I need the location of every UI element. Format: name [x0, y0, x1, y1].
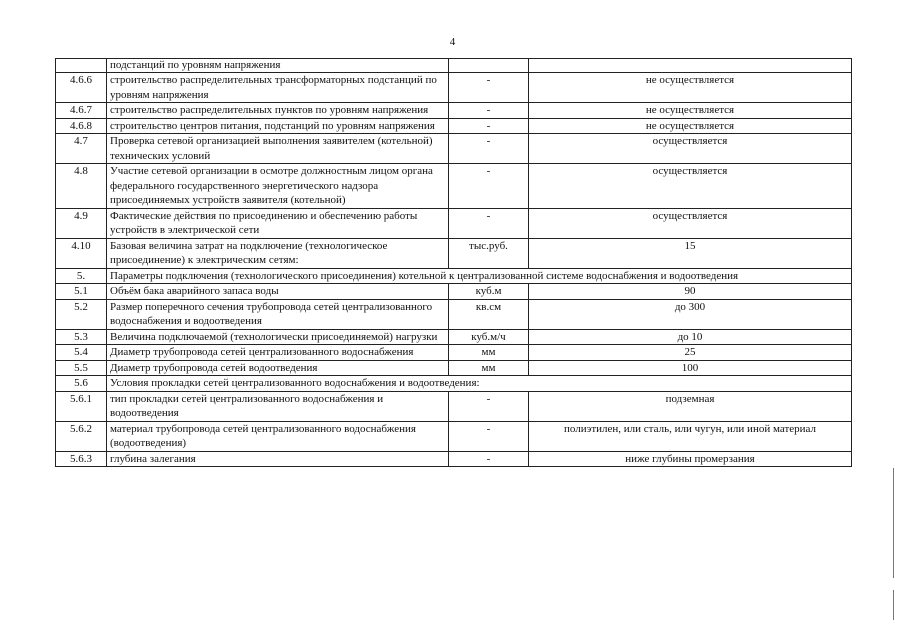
row-unit: - [449, 391, 529, 421]
row-unit: кв.см [449, 299, 529, 329]
row-number: 5.6 [56, 376, 107, 392]
row-unit: - [449, 73, 529, 103]
table-row [56, 118, 852, 134]
row-unit: - [449, 134, 529, 164]
row-number [56, 59, 107, 73]
table-row [56, 299, 852, 329]
table-row [56, 268, 852, 284]
table-row [56, 59, 852, 73]
row-value: осуществляется [529, 134, 852, 164]
row-number: 5.2 [56, 299, 107, 329]
row-value: до 10 [529, 329, 852, 345]
row-unit: - [449, 451, 529, 467]
page-number: 4 [449, 36, 456, 48]
row-value: полиэтилен, или сталь, или чугун, или иной материал [529, 421, 852, 451]
table-row [56, 208, 852, 238]
row-description: материал трубопровода сетей централизованного водоснабжения (водоотведения) [107, 421, 449, 451]
row-number: 5.6.2 [56, 421, 107, 451]
row-description: тип прокладки сетей централизованного водоснабжения и водоотведения [107, 391, 449, 421]
row-value: 90 [529, 284, 852, 300]
row-description: Объём бака аварийного запаса воды [107, 284, 449, 300]
row-value: не осуществляется [529, 103, 852, 119]
row-description: Диаметр трубопровода сетей водоотведения [107, 360, 449, 376]
row-number: 5.6.1 [56, 391, 107, 421]
row-value: не осуществляется [529, 73, 852, 103]
row-value: не осуществляется [529, 118, 852, 134]
table-row [56, 238, 852, 268]
row-description: глубина залегания [107, 451, 449, 467]
row-value: 25 [529, 345, 852, 361]
row-unit: куб.м [449, 284, 529, 300]
row-number: 5. [56, 268, 107, 284]
row-number: 4.6.6 [56, 73, 107, 103]
section-heading: Параметры подключения (технологического присоединения) котельной к централизованной системе водоснабжения и водоотведения [107, 268, 852, 284]
row-description: Диаметр трубопровода сетей централизованного водоснабжения [107, 345, 449, 361]
table-row [56, 360, 852, 376]
row-unit: - [449, 164, 529, 209]
table-row [56, 284, 852, 300]
row-number: 5.3 [56, 329, 107, 345]
row-description: Фактические действия по присоединению и обеспечению работы устройств в электрической сети [107, 208, 449, 238]
row-number: 5.1 [56, 284, 107, 300]
row-value: 100 [529, 360, 852, 376]
row-description: подстанций по уровням напряжения [107, 59, 449, 73]
row-description: Размер поперечного сечения трубопровода сетей централизованного водоснабжения и водоотведения [107, 299, 449, 329]
row-unit: - [449, 208, 529, 238]
table-row [56, 376, 852, 392]
table-row [56, 451, 852, 467]
row-unit: - [449, 103, 529, 119]
row-unit: - [449, 118, 529, 134]
row-value: осуществляется [529, 164, 852, 209]
row-number: 5.5 [56, 360, 107, 376]
row-number: 4.8 [56, 164, 107, 209]
row-number: 4.7 [56, 134, 107, 164]
row-value: подземная [529, 391, 852, 421]
row-description: Базовая величина затрат на подключение (технологическое присоединение) к электрическим сетям: [107, 238, 449, 268]
scan-edge-line [893, 590, 894, 620]
row-unit: куб.м/ч [449, 329, 529, 345]
table-row [56, 421, 852, 451]
row-description: Участие сетевой организации в осмотре должностным лицом органа федерального государственного энергетического надзора присоединяемых устройств заявителя (котельной) [107, 164, 449, 209]
section-heading: Условия прокладки сетей централизованного водоснабжения и водоотведения: [107, 376, 852, 392]
row-unit: мм [449, 345, 529, 361]
table-row [56, 73, 852, 103]
row-number: 5.4 [56, 345, 107, 361]
row-description: строительство распределительных пунктов по уровням напряжения [107, 103, 449, 119]
row-value: осуществляется [529, 208, 852, 238]
table-row [56, 103, 852, 119]
scan-edge-line [893, 468, 894, 578]
row-number: 4.10 [56, 238, 107, 268]
table-row [56, 329, 852, 345]
table-row [56, 134, 852, 164]
row-unit [449, 59, 529, 73]
row-number: 4.9 [56, 208, 107, 238]
row-description: строительство распределительных трансформаторных подстанций по уровням напряжения [107, 73, 449, 103]
row-number: 4.6.8 [56, 118, 107, 134]
row-value: до 300 [529, 299, 852, 329]
row-unit: мм [449, 360, 529, 376]
row-description: строительство центров питания, подстанций по уровням напряжения [107, 118, 449, 134]
table-row [56, 164, 852, 209]
row-number: 5.6.3 [56, 451, 107, 467]
row-unit: - [449, 421, 529, 451]
table-row [56, 345, 852, 361]
row-description: Проверка сетевой организацией выполнения заявителем (котельной) технических условий [107, 134, 449, 164]
row-number: 4.6.7 [56, 103, 107, 119]
parameters-table [55, 58, 852, 467]
row-value: 15 [529, 238, 852, 268]
row-value [529, 59, 852, 73]
row-description: Величина подключаемой (технологически присоединяемой) нагрузки [107, 329, 449, 345]
row-unit: тыс.руб. [449, 238, 529, 268]
row-value: ниже глубины промерзания [529, 451, 852, 467]
table-row [56, 391, 852, 421]
